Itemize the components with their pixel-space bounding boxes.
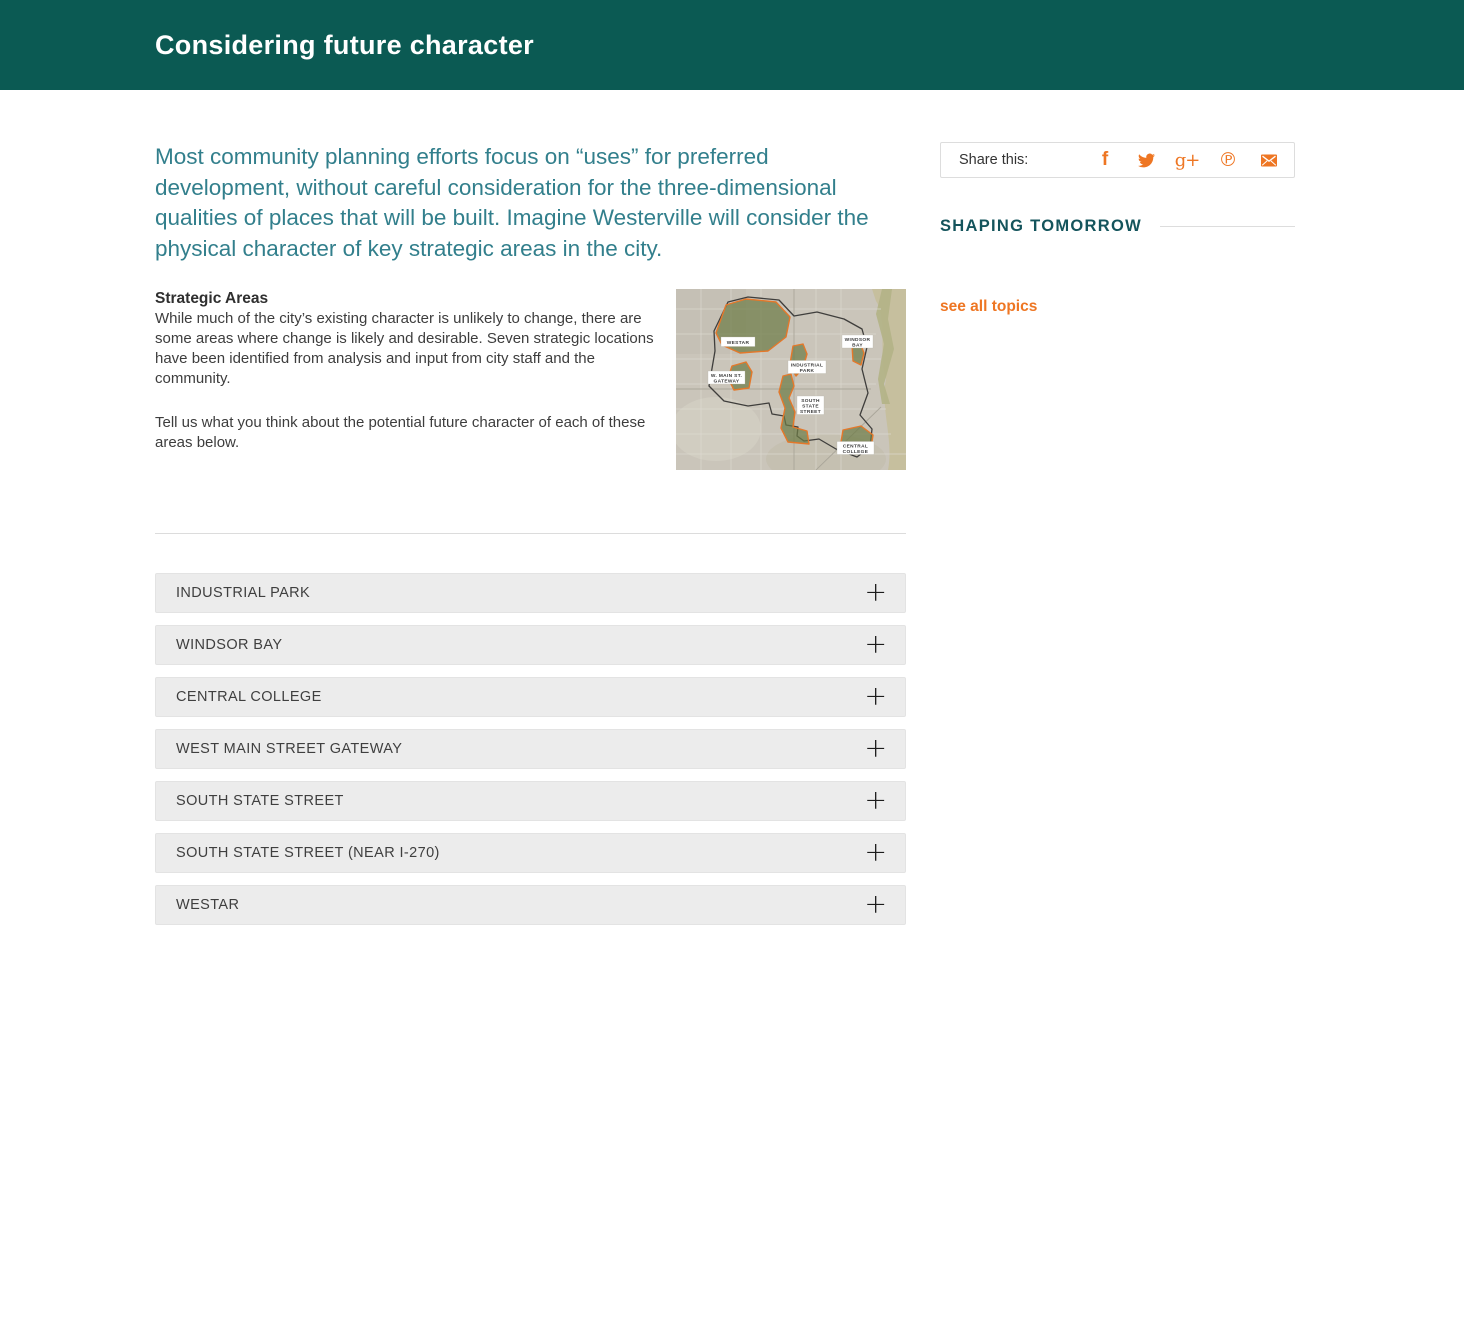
map-label-west-main-gateway: W. MAIN ST. GATEWAY (710, 373, 743, 385)
pinterest-icon[interactable]: ℗ (1218, 149, 1238, 171)
intro-paragraph: Most community planning efforts focus on “uses” for preferred development, without careful consideration for the three-dimensional qualities of places that will be built. Imagine Westerville will consider the physical character of key strategic areas in the city. (155, 144, 869, 261)
strategic-areas-paragraph-2: Tell us what you think about the potential future character of each of these areas below. (155, 414, 646, 451)
plus-icon[interactable]: + (864, 629, 887, 660)
share-icons (1096, 150, 1278, 170)
strategic-areas-map (676, 289, 906, 470)
accordion-item-label: WESTAR (176, 897, 240, 913)
accordion-item-west-main-street-gateway[interactable] (155, 729, 906, 769)
accordion-item-central-college[interactable] (155, 677, 906, 717)
share-label: Share this: (959, 152, 1029, 168)
plus-icon[interactable]: + (864, 733, 887, 764)
twitter-icon[interactable] (1137, 150, 1155, 170)
email-icon[interactable] (1260, 150, 1278, 170)
accordion-item-label: INDUSTRIAL PARK (176, 585, 311, 601)
strategic-areas-heading: Strategic Areas (155, 290, 269, 307)
facebook-icon[interactable]: f (1101, 149, 1109, 170)
map-label-industrial-park: INDUSTRIAL PARK (790, 363, 824, 374)
sidebar (940, 90, 1295, 937)
svg-text:WESTAR (727, 340, 750, 346)
strategic-areas-section (155, 289, 906, 470)
plus-icon[interactable]: + (864, 889, 887, 920)
sidebar-heading-row (940, 217, 1295, 236)
page-title: Considering future character (155, 30, 534, 60)
main-column (155, 90, 906, 937)
strategic-areas-accordion (155, 573, 906, 925)
accordion-item-label: WEST MAIN STREET GATEWAY (176, 741, 403, 757)
plus-icon[interactable]: + (864, 681, 887, 712)
plus-icon[interactable]: + (864, 837, 887, 868)
accordion-item-label: SOUTH STATE STREET (NEAR I-270) (176, 845, 440, 861)
accordion-item-industrial-park[interactable] (155, 573, 906, 613)
plus-icon[interactable]: + (864, 577, 887, 608)
accordion-item-windsor-bay[interactable] (155, 625, 906, 665)
section-divider (155, 533, 906, 534)
page-header (0, 0, 1464, 90)
google-plus-icon[interactable]: g+ (1174, 149, 1200, 171)
accordion-item-south-state-street[interactable] (155, 781, 906, 821)
accordion-item-south-state-street-i270[interactable] (155, 833, 906, 873)
accordion-item-westar[interactable] (155, 885, 906, 925)
map-label-south-state: SOUTH STATE STREET (799, 398, 822, 415)
content-container (155, 90, 1295, 937)
accordion-item-label: CENTRAL COLLEGE (176, 689, 322, 705)
map-image (676, 289, 906, 470)
map-label-central-college: CENTRAL COLLEGE (842, 444, 869, 455)
sidebar-heading: SHAPING TOMORROW (940, 217, 1142, 235)
accordion-item-label: WINDSOR BAY (176, 637, 283, 653)
heading-rule (1160, 226, 1295, 227)
strategic-areas-text (155, 289, 660, 470)
strategic-areas-paragraph-1: While much of the city’s existing character is unlikely to change, there are some areas where change is likely and desirable. Seven strategic locations have been identified from analysis and input from city staff and the community. (155, 310, 654, 387)
accordion-item-label: SOUTH STATE STREET (176, 793, 344, 809)
map-label-windsor-bay: WINDSOR BAY (844, 337, 871, 349)
plus-icon[interactable]: + (864, 785, 887, 816)
share-box (940, 142, 1295, 178)
map-label-westar: WESTAR (726, 340, 750, 346)
see-all-topics-link[interactable]: see all topics (940, 298, 1038, 315)
